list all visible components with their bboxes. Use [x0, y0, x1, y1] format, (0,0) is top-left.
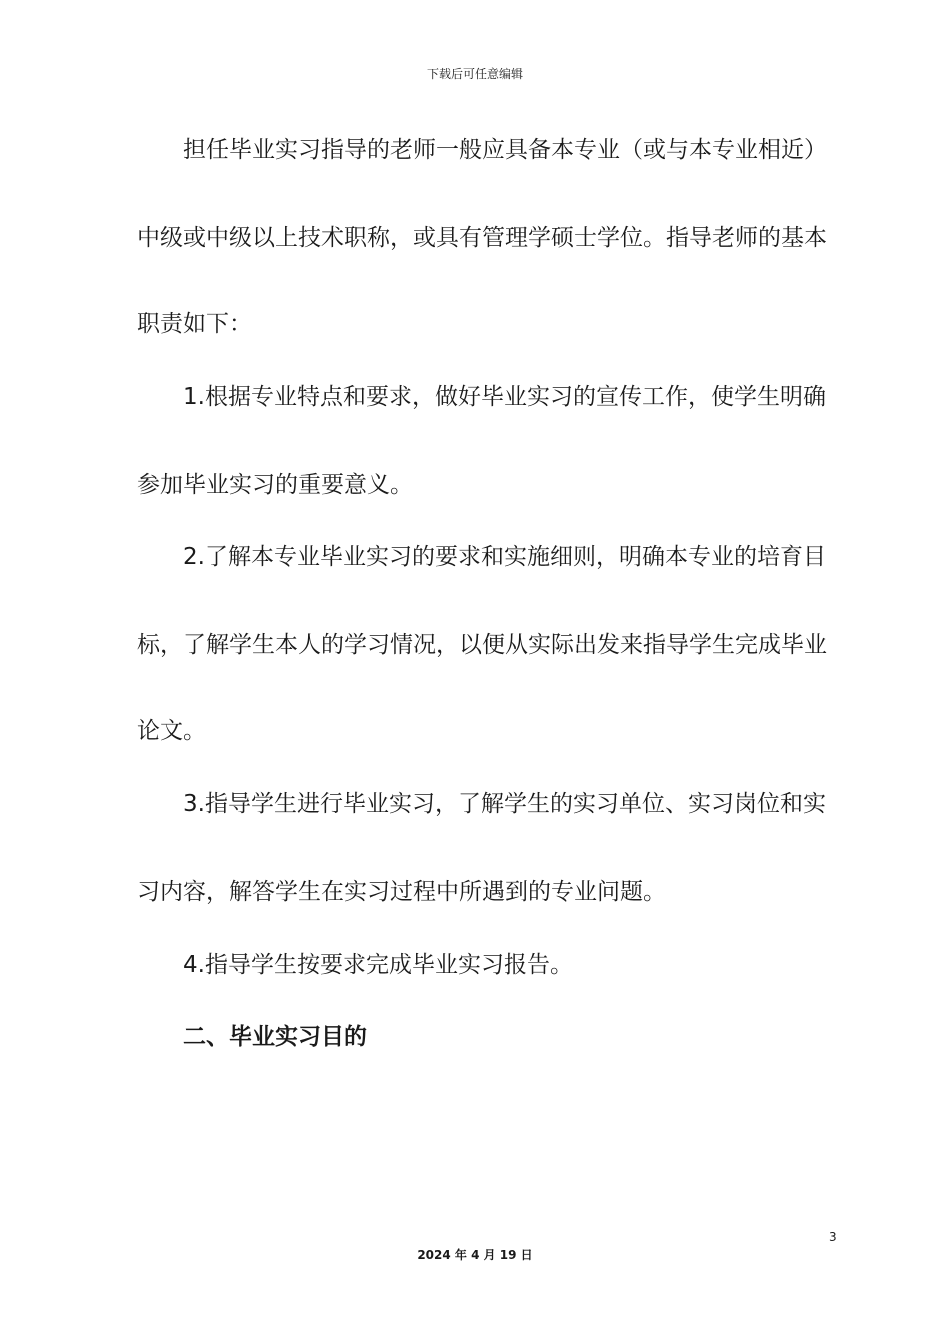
- list-item-2: 2.了解本专业毕业实习的要求和实施细则，明确本专业的培育目: [183, 544, 826, 570]
- paragraph-line: 标，了解学生本人的学习情况，以便从实际出发来指导学生完成毕业: [137, 632, 827, 658]
- page-number: 3: [829, 1230, 837, 1244]
- paragraph-line: 担任毕业实习指导的老师一般应具备本专业（或与本专业相近）: [183, 137, 827, 163]
- paragraph-line: 习内容，解答学生在实习过程中所遇到的专业问题。: [137, 879, 666, 905]
- page-header: 下载后可任意编辑: [426, 67, 523, 81]
- list-item-1: 1.根据专业特点和要求，做好毕业实习的宣传工作，使学生明确: [183, 384, 826, 410]
- paragraph-line: 论文。: [137, 718, 206, 744]
- list-item-4: 4.指导学生按要求完成毕业实习报告。: [183, 952, 573, 978]
- section-heading: 二、毕业实习目的: [183, 1024, 367, 1050]
- page-footer-date: 2024 年 4 月 19 日: [417, 1248, 533, 1262]
- paragraph-line: 职责如下：: [137, 311, 252, 337]
- paragraph-line: 参加毕业实习的重要意义。: [137, 472, 413, 498]
- paragraph-line: 中级或中级以上技术职称，或具有管理学硕士学位。指导老师的基本: [137, 225, 827, 251]
- list-item-3: 3.指导学生进行毕业实习，了解学生的实习单位、实习岗位和实: [183, 791, 826, 817]
